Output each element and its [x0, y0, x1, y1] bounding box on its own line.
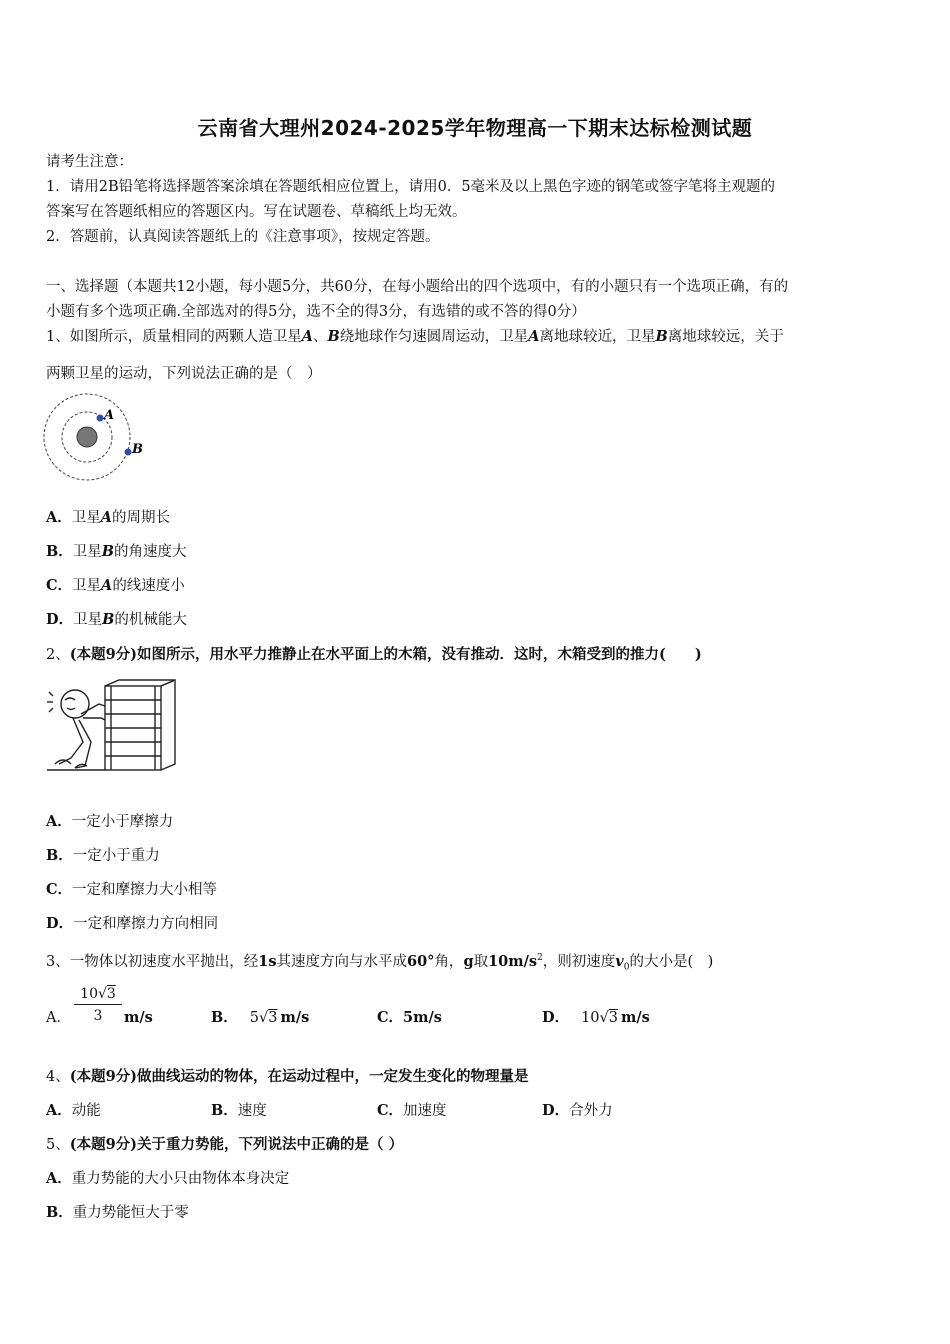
satellite-b-label: B: [132, 442, 143, 457]
q3-option-a-unit: m/s: [124, 1009, 153, 1026]
satellite-orbit-figure: [40, 390, 143, 490]
question-2-text: 2、(本题9分)如图所示，用水平力推静止在水平面上的木箱，没有推动．这时，木箱受到的推力( ): [46, 646, 702, 663]
q1-option-a[interactable]: A．卫星A的周期长: [46, 509, 171, 526]
earth-icon: [77, 427, 97, 447]
q5-option-a[interactable]: A．重力势能的大小只由物体本身决定: [46, 1170, 290, 1187]
q3-option-b[interactable]: B． 5√3 m/s: [211, 1009, 310, 1026]
section-heading-cont: 小题有多个选项正确.全部选对的得5分，选不全的得3分，有选错的或不答的得0分）: [46, 304, 586, 320]
q3-option-a-fraction[interactable]: [74, 984, 122, 1025]
satellite-a-icon: [97, 415, 104, 422]
q1-option-d[interactable]: D．卫星B的机械能大: [46, 611, 187, 628]
fraction-denominator: 3: [74, 1004, 122, 1025]
question-5-text: 5、(本题9分)关于重力势能，下列说法中正确的是（ ）: [46, 1136, 404, 1153]
q2-option-d[interactable]: D．一定和摩擦力方向相同: [46, 915, 219, 932]
satellite-b-icon: [125, 449, 132, 456]
q4-option-c[interactable]: C．加速度: [377, 1102, 447, 1119]
notice-item-2: 2．答题前，认真阅读答题纸上的《注意事项》，按规定答题。: [46, 229, 440, 245]
q3-option-d[interactable]: D． 10√3 m/s: [542, 1009, 650, 1026]
q2-option-c[interactable]: C．一定和摩擦力大小相等: [46, 881, 218, 898]
q3-option-c[interactable]: C．5m/s: [377, 1009, 442, 1026]
section-heading: 一、选择题（本题共12小题，每小题5分，共60分，在每小题给出的四个选项中，有的小题只有一个选项正确，有的: [46, 279, 789, 295]
notice-item-1: 1．请用2B铅笔将选择题答案涂填在答题纸相应位置上，请用0．5毫米及以上黑色字迹的钢笔或签字笔将主观题的: [46, 179, 776, 195]
q4-option-d[interactable]: D．合外力: [542, 1102, 613, 1119]
q5-option-b[interactable]: B．重力势能恒大于零: [46, 1204, 189, 1221]
q4-option-a[interactable]: A．动能: [46, 1102, 101, 1119]
question-4-text: 4、(本题9分)做曲线运动的物体，在运动过程中，一定发生变化的物理量是: [46, 1068, 529, 1085]
fraction-numerator: 10√3: [80, 986, 116, 1002]
question-1-text: 1、如图所示，质量相同的两颗人造卫星A、B绕地球作匀速圆周运动，卫星A离地球较近，卫星B离地球较远，关于: [46, 328, 784, 345]
question-3-text: 3、一物体以初速度水平抛出，经1s其速度方向与水平成60°角，g取$10m/s^2$，则初速度$v_0$的大小是( ): [46, 952, 714, 973]
q1-option-b[interactable]: B．卫星B的角速度大: [46, 543, 187, 560]
q1-option-c[interactable]: C．卫星A的线速度小: [46, 577, 185, 594]
satellite-a-label: A: [104, 408, 115, 423]
notice-heading: 请考生注意：: [46, 154, 133, 170]
q2-option-a[interactable]: A．一定小于摩擦力: [46, 813, 174, 830]
question-1-text-cont: 两颗卫星的运动，下列说法正确的是（ ）: [46, 366, 322, 382]
q2-option-b[interactable]: B．一定小于重力: [46, 847, 160, 864]
pushing-box-figure: [45, 678, 185, 778]
notice-item-1-cont: 答案写在答题纸相应的答题区内。写在试题卷、草稿纸上均无效。: [46, 204, 467, 220]
q3-option-a-key[interactable]: A．: [46, 1010, 71, 1026]
q4-option-b[interactable]: B．速度: [211, 1102, 267, 1119]
person-head-icon: [61, 690, 89, 718]
page-title: 云南省大理州2024-2025学年物理高一下期末达标检测试题: [197, 116, 753, 140]
